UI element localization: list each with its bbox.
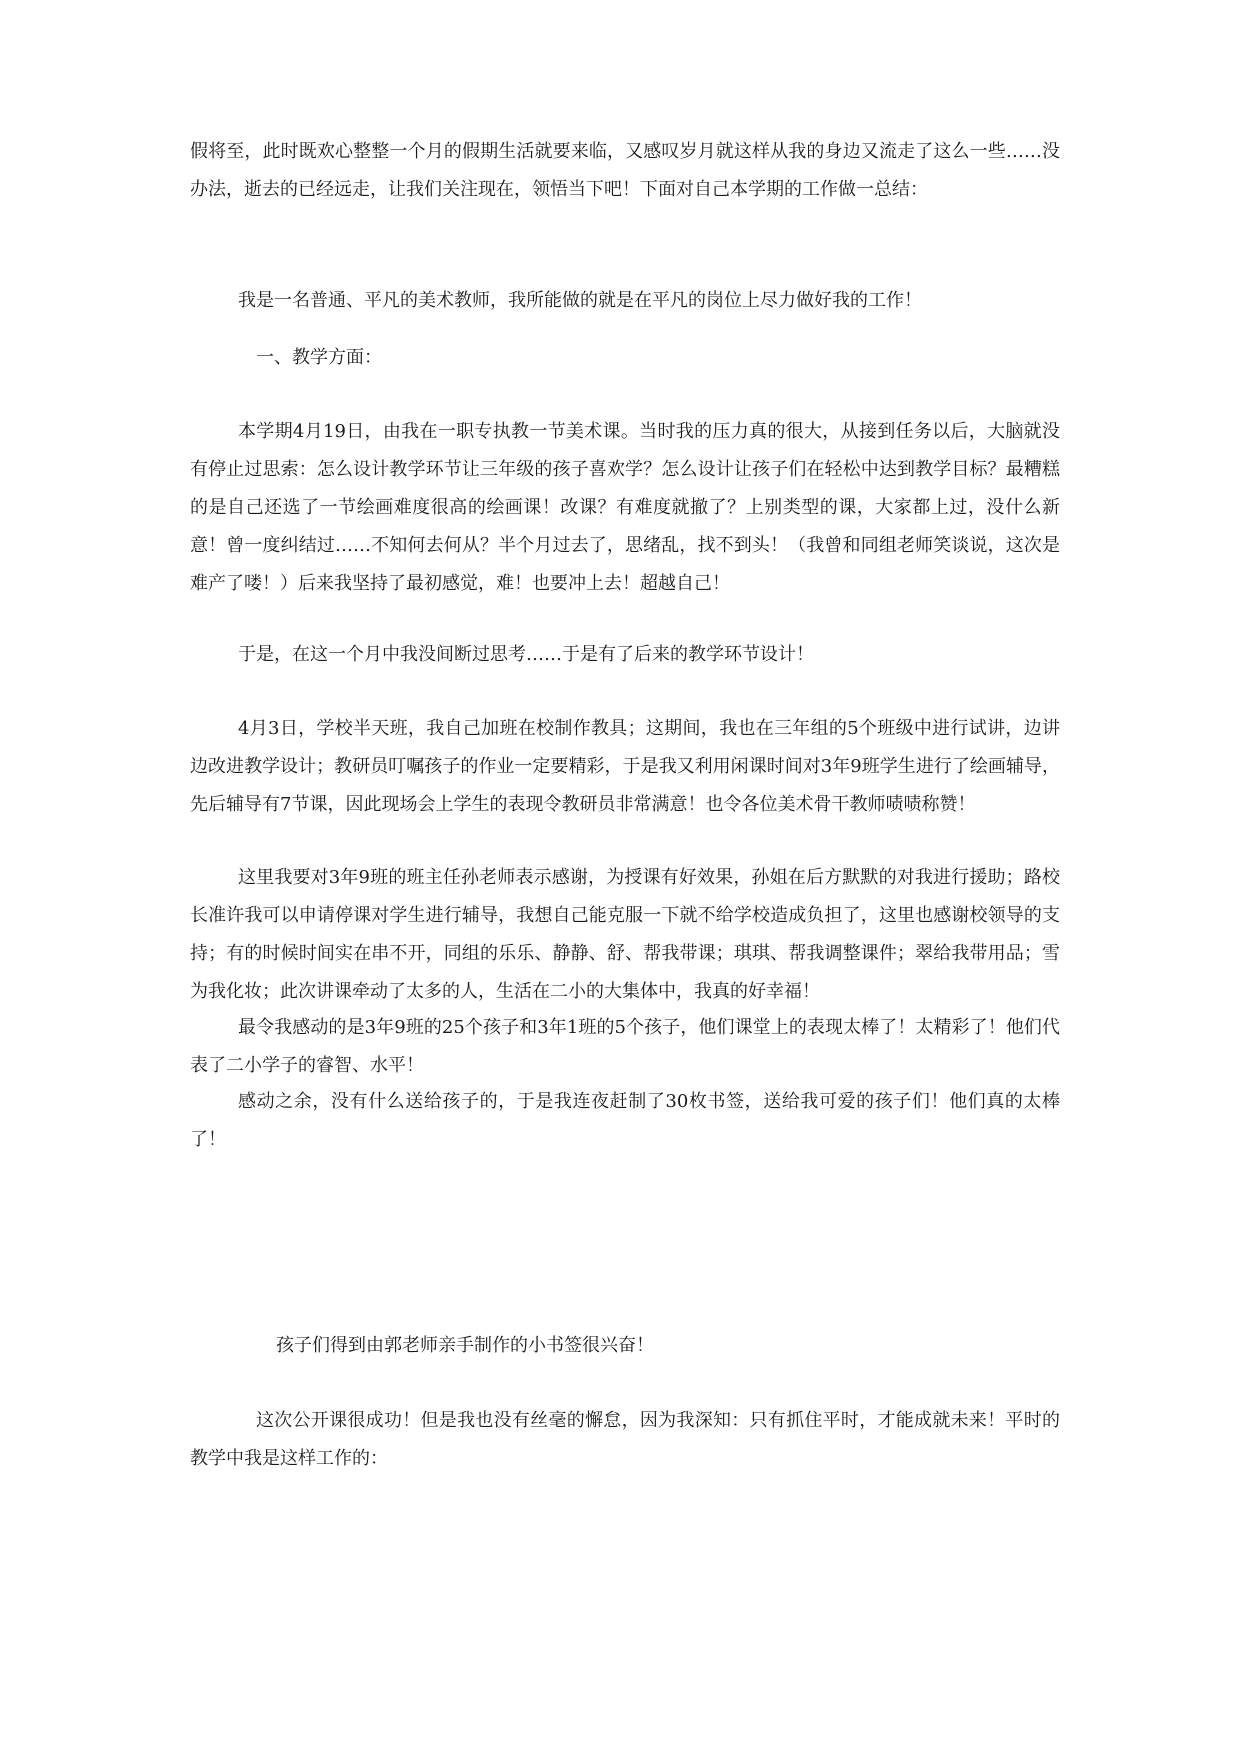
section-heading-teaching: 一、教学方面： <box>256 347 382 368</box>
photo-caption: 孩子们得到由郭老师亲手制作的小书签很兴奋！ <box>276 1335 654 1356</box>
students-paragraph: 最令我感动的是3年9班的25个孩子和3年1班的5个孩子，他们课堂上的表现太棒了！太精彩了！他们代表了二小学子的睿智、水平！ <box>190 1017 1060 1076</box>
statement-paragraph: 我是一名普通、平凡的美术教师，我所能做的就是在平凡的岗位上尽力做好我的工作！ <box>238 290 922 311</box>
design-paragraph: 于是，在这一个月中我没间断过思考……于是有了后来的教学环节设计！ <box>238 644 814 665</box>
closing-paragraph: 这次公开课很成功！但是我也没有丝毫的懈怠，因为我深知：只有抓住平时，才能成就未来！平时的教学中我是这样工作的： <box>190 1410 1060 1469</box>
lesson-story-paragraph: 本学期4月19日，由我在一职专执教一节美术课。当时我的压力真的很大，从接到任务以后，大脑就没有停止过思索：怎么设计教学环节让三年级的孩子喜欢学？怎么设计让孩子们在轻松中达到教学目标？最糟糕的是自己还选了一节绘画难度很高的绘画课！改课？有难度就撤了？上别类型的课，大家都上过，没什么新意！曾一度纠结过……不知何去何从？半个月过去了，思绪乱，找不到头！（我曾和同组老师笑谈说，这次是难产了喽！）后来我坚持了最初感觉，难！也要冲上去！超越自己！ <box>190 421 1060 594</box>
preparation-paragraph: 4月3日，学校半天班，我自己加班在校制作教具；这期间，我也在三年组的5个班级中进行试讲，边讲边改进教学设计；教研员叮嘱孩子的作业一定要精彩，于是我又利用闲课时间对3年9班学生进行了绘画辅导，先后辅导有7节课，因此现场会上学生的表现令教研员非常满意！也令各位美术骨干教师啧啧称赞！ <box>190 718 1060 815</box>
intro-paragraph: 假将至，此时既欢心整整一个月的假期生活就要来临，又感叹岁月就这样从我的身边又流走了这么一些……没办法，逝去的已经远走，让我们关注现在，领悟当下吧！下面对自己本学期的工作做一总结： <box>190 141 1060 200</box>
thanks-paragraph: 这里我要对3年9班的班主任孙老师表示感谢，为授课有好效果，孙姐在后方默默的对我进行援助；路校长准许我可以申请停课对学生进行辅导，我想自己能克服一下就不给学校造成负担了，这里也感谢校领导的支持；有的时候时间实在串不开，同组的乐乐、静静、舒、帮我带课；琪琪、帮我调整课件；翠给我带用品；雪为我化妆；此次讲课牵动了太多的人，生活在二小的大集体中，我真的好幸福！ <box>190 867 1060 1002</box>
bookmark-paragraph: 感动之余，没有什么送给孩子的，于是我连夜赶制了30枚书签，送给我可爱的孩子们！他们真的太棒了！ <box>190 1091 1060 1150</box>
